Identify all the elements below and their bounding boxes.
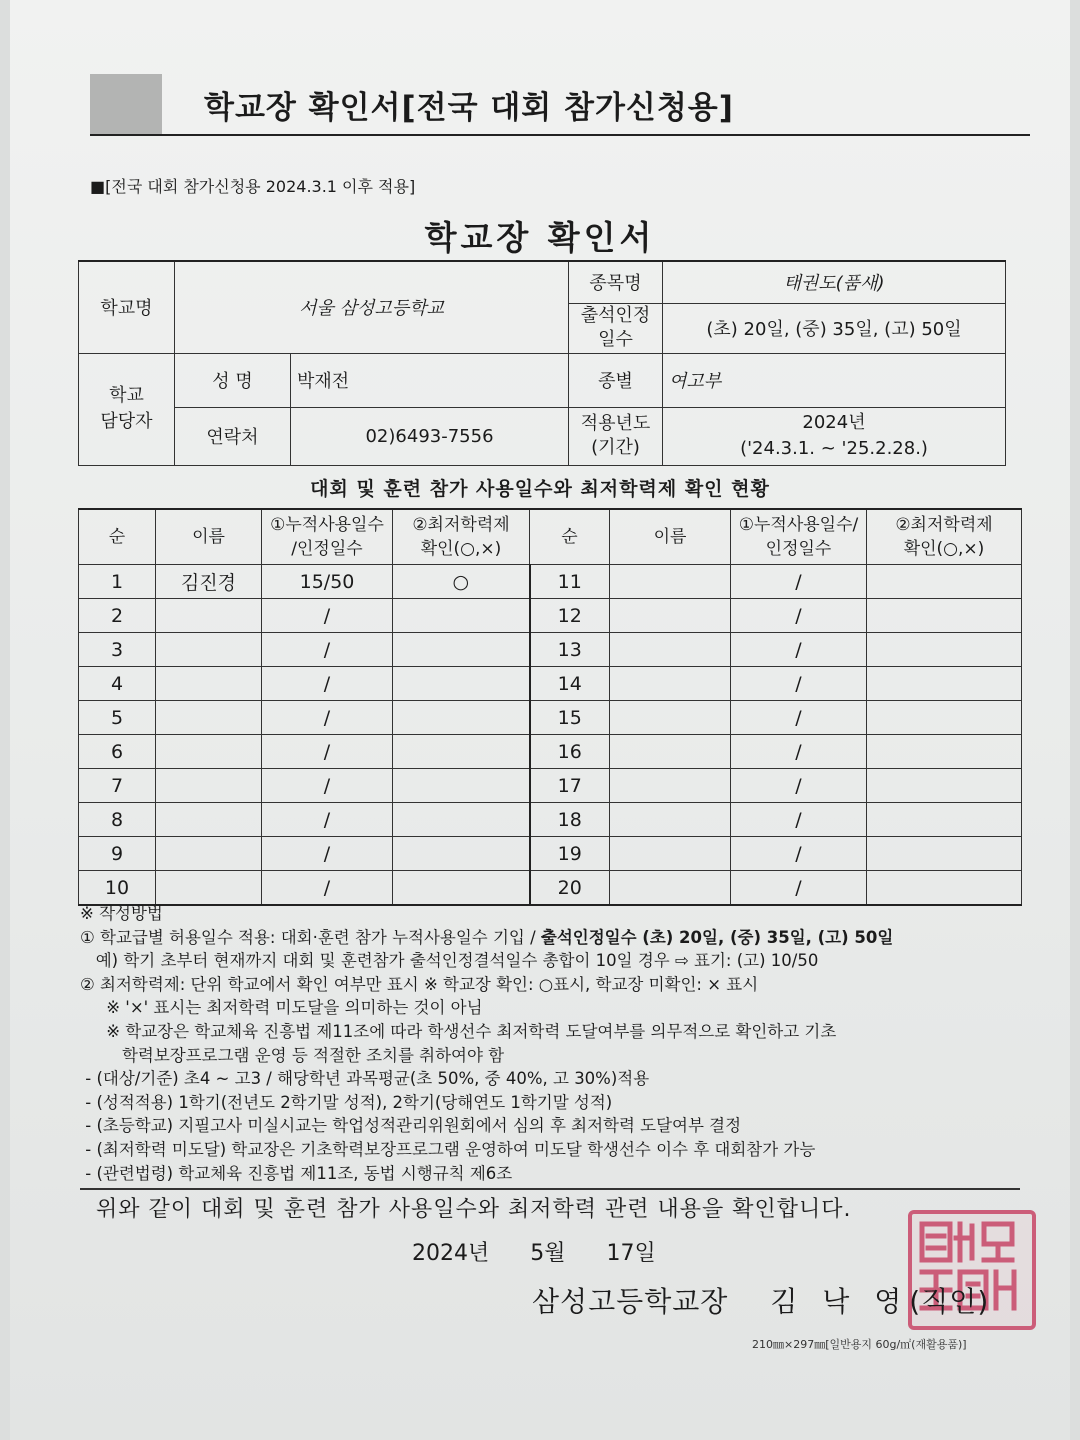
row-name-right	[610, 837, 731, 871]
category-label: 종별	[569, 353, 663, 407]
table-row	[79, 837, 1022, 871]
row-no: 4	[79, 667, 156, 701]
instruction-line: - (초등학교) 지필고사 미실시교는 학업성적관리위원회에서 심의 후 최저학력 도달여부 결정	[80, 1116, 742, 1136]
status-title: 대회 및 훈련 참가 사용일수와 최저학력제 확인 현황	[310, 478, 770, 500]
row-days-right: /	[731, 837, 867, 871]
event-label: 종목명	[569, 261, 663, 303]
row-name	[156, 701, 262, 735]
school-value: 서울 삼성고등학교	[175, 261, 569, 353]
header-gray-box	[90, 74, 162, 134]
row-name	[156, 735, 262, 769]
row-no-right: 16	[530, 735, 610, 769]
name-label: 성 명	[175, 353, 291, 407]
col-check-line2: 확인(○,×)	[420, 539, 502, 559]
table-row	[79, 735, 1022, 769]
col-check-line1: ②최저학력제	[412, 515, 510, 535]
row-no-right: 14	[530, 667, 610, 701]
school-label: 학교명	[79, 261, 175, 353]
instruction-line: ※ '×' 표시는 최저학력 미도달을 의미하는 것이 아님	[80, 998, 483, 1018]
signer-line	[532, 1280, 989, 1320]
row-check: ○	[393, 565, 530, 599]
col-days-line2: /인정일수	[291, 539, 363, 559]
row-no: 2	[79, 599, 156, 633]
col-check	[393, 509, 530, 565]
manager-label	[79, 353, 175, 465]
row-name	[156, 769, 262, 803]
participation-table	[78, 508, 1022, 906]
year-value: 2024년	[802, 412, 866, 433]
row-name	[156, 837, 262, 871]
row-no-right: 12	[530, 599, 610, 633]
header-divider	[90, 134, 1030, 136]
signer-name: 김 낙 영	[770, 1285, 910, 1318]
col-days-right	[731, 509, 867, 565]
event-value: 태권도(품새)	[663, 261, 1006, 303]
table-row	[79, 701, 1022, 735]
year-label	[569, 407, 663, 465]
row-name-right	[610, 871, 731, 906]
row-check	[393, 837, 530, 871]
row-check	[393, 769, 530, 803]
row-days: /	[262, 735, 393, 769]
instruction-text: ① 학교급별 허용일수 적용: 대회·훈련 참가 누적사용일수 기입 /	[80, 927, 541, 947]
attendance-label-text: 출석인정 일수	[580, 305, 651, 350]
row-name: 김진경	[156, 565, 262, 599]
row-check	[393, 599, 530, 633]
row-days: /	[262, 701, 393, 735]
row-no: 3	[79, 633, 156, 667]
row-no: 10	[79, 871, 156, 906]
row-check-right	[867, 735, 1022, 769]
date-month: 5월	[530, 1241, 566, 1266]
row-days: /	[262, 667, 393, 701]
table-row	[79, 803, 1022, 837]
instructions-heading: ※ 작성방법	[80, 904, 163, 923]
row-name	[156, 871, 262, 906]
year-cell	[663, 407, 1006, 465]
paper-spec-footer: 210㎜×297㎜[일반용지 60g/㎡(재활용품)]	[752, 1338, 967, 1351]
info-table	[78, 260, 1006, 466]
instruction-line: - (최저학력 미도달) 학교장은 기초학력보장프로그램 운영하여 미도달 학생선수 이수 후 대회참가 가능	[80, 1139, 816, 1159]
document-title: 학교장 확인서	[424, 218, 656, 257]
row-no: 7	[79, 769, 156, 803]
row-days: /	[262, 633, 393, 667]
row-check	[393, 667, 530, 701]
col-days	[262, 509, 393, 565]
row-days-right: /	[731, 667, 867, 701]
row-days-right: /	[731, 701, 867, 735]
row-name-right	[610, 599, 731, 633]
seal-label: (직인)	[909, 1285, 990, 1318]
row-name-right	[610, 565, 731, 599]
row-check	[393, 735, 530, 769]
contact-label: 연락처	[175, 407, 291, 465]
row-name	[156, 633, 262, 667]
row-check	[393, 633, 530, 667]
instruction-line: ② 최저학력제: 단위 학교에서 확인 여부만 표시 ※ 학교장 확인: ○표시, 학교장 미확인: × 표시	[80, 974, 759, 994]
instructions	[80, 902, 1040, 1185]
col-no: 순	[79, 509, 156, 565]
row-days-right: /	[731, 871, 867, 906]
date-year: 2024년	[412, 1241, 490, 1266]
signature-date	[412, 1236, 690, 1267]
row-check-right	[867, 633, 1022, 667]
instruction-line: ※ 학교장은 학교체육 진흥법 제11조에 따라 학생선수 최저학력 도달여부를 의무적으로 확인하고 기초	[80, 1021, 837, 1041]
table-row	[79, 565, 1022, 599]
table-row	[79, 769, 1022, 803]
row-no-right: 13	[530, 633, 610, 667]
row-check-right	[867, 667, 1022, 701]
row-name	[156, 803, 262, 837]
row-no: 5	[79, 701, 156, 735]
name-value: 박재전	[291, 353, 569, 407]
col-check-right-line1: ②최저학력제	[895, 515, 993, 535]
row-name-right	[610, 735, 731, 769]
category-value: 여고부	[663, 353, 1006, 407]
table-row	[79, 599, 1022, 633]
row-days-right: /	[731, 565, 867, 599]
row-check	[393, 803, 530, 837]
row-check-right	[867, 769, 1022, 803]
row-check	[393, 701, 530, 735]
row-check	[393, 871, 530, 906]
attendance-value: (초) 20일, (중) 35일, (고) 50일	[663, 303, 1006, 353]
contact-value: 02)6493-7556	[291, 407, 569, 465]
col-days-right-line1: ①누적사용일수/	[738, 515, 859, 535]
row-days: /	[262, 837, 393, 871]
row-check-right	[867, 837, 1022, 871]
row-days: /	[262, 599, 393, 633]
col-name: 이름	[156, 509, 262, 565]
row-name-right	[610, 701, 731, 735]
date-day: 17일	[606, 1241, 656, 1266]
row-no-right: 15	[530, 701, 610, 735]
row-name	[156, 599, 262, 633]
manager-label-text: 학교 담당자	[100, 385, 153, 432]
row-no-right: 19	[530, 837, 610, 871]
header-title: 학교장 확인서[전국 대회 참가신청용]	[204, 90, 734, 126]
table-row	[79, 633, 1022, 667]
year-label-text: 적용년도 (기간)	[580, 413, 651, 458]
row-no: 9	[79, 837, 156, 871]
col-no-right: 순	[530, 509, 610, 565]
row-no-right: 17	[530, 769, 610, 803]
instruction-line: - (대상/기준) 초4 ~ 고3 / 해당학년 과목평균(초 50%, 중 40%, 고 30%)적용	[80, 1069, 650, 1089]
row-no-right: 20	[530, 871, 610, 906]
row-no: 1	[79, 565, 156, 599]
table-body	[79, 565, 1022, 906]
row-no-right: 18	[530, 803, 610, 837]
table-row	[79, 871, 1022, 906]
row-check-right	[867, 599, 1022, 633]
row-name-right	[610, 803, 731, 837]
row-no: 8	[79, 803, 156, 837]
row-no: 6	[79, 735, 156, 769]
row-days-right: /	[731, 599, 867, 633]
row-name-right	[610, 667, 731, 701]
instruction-bold: 출석인정일수 (초) 20일, (중) 35일, (고) 50일	[540, 927, 894, 947]
table-row	[79, 667, 1022, 701]
col-name-right: 이름	[610, 509, 731, 565]
row-days: 15/50	[262, 565, 393, 599]
signer-title: 삼성고등학교장	[532, 1285, 729, 1318]
instruction-line: - (성적적용) 1학기(전년도 2학기말 성적), 2학기(당해연도 1학기말 성적)	[80, 1092, 613, 1112]
col-days-right-line2: 인정일수	[765, 539, 832, 559]
attendance-label	[569, 303, 663, 353]
row-days: /	[262, 871, 393, 906]
row-check-right	[867, 701, 1022, 735]
row-days-right: /	[731, 803, 867, 837]
row-days-right: /	[731, 735, 867, 769]
row-days: /	[262, 769, 393, 803]
confirmation-statement: 위와 같이 대회 및 훈련 참가 사용일수와 최저학력 관련 내용을 확인합니다.	[96, 1197, 852, 1222]
period-value: ('24.3.1. ~ '25.2.28.)	[740, 438, 928, 459]
row-days-right: /	[731, 769, 867, 803]
instruction-line	[80, 926, 1040, 950]
row-check-right	[867, 803, 1022, 837]
instruction-line: - (관련법령) 학교체육 진흥법 제11조, 동법 시행규칙 제6조	[80, 1163, 513, 1183]
col-check-right	[867, 509, 1022, 565]
col-check-right-line2: 확인(○,×)	[903, 539, 985, 559]
instruction-line: 학력보장프로그램 운영 등 적절한 조치를 취하여야 함	[80, 1045, 505, 1065]
col-days-line1: ①누적사용일수	[270, 515, 384, 535]
row-days: /	[262, 803, 393, 837]
section-divider	[80, 1188, 1020, 1190]
row-no-right: 11	[530, 565, 610, 599]
row-check-right	[867, 871, 1022, 906]
row-days-right: /	[731, 633, 867, 667]
row-name-right	[610, 769, 731, 803]
row-check-right	[867, 565, 1022, 599]
subheading: ■[전국 대회 참가신청용 2024.3.1 이후 적용]	[90, 177, 416, 196]
row-name	[156, 667, 262, 701]
row-name-right	[610, 633, 731, 667]
instruction-line: 예) 학기 초부터 현재까지 대회 및 훈련참가 출석인정결석일수 총합이 10일 경우 ⇨ 표기: (고) 10/50	[80, 951, 819, 971]
